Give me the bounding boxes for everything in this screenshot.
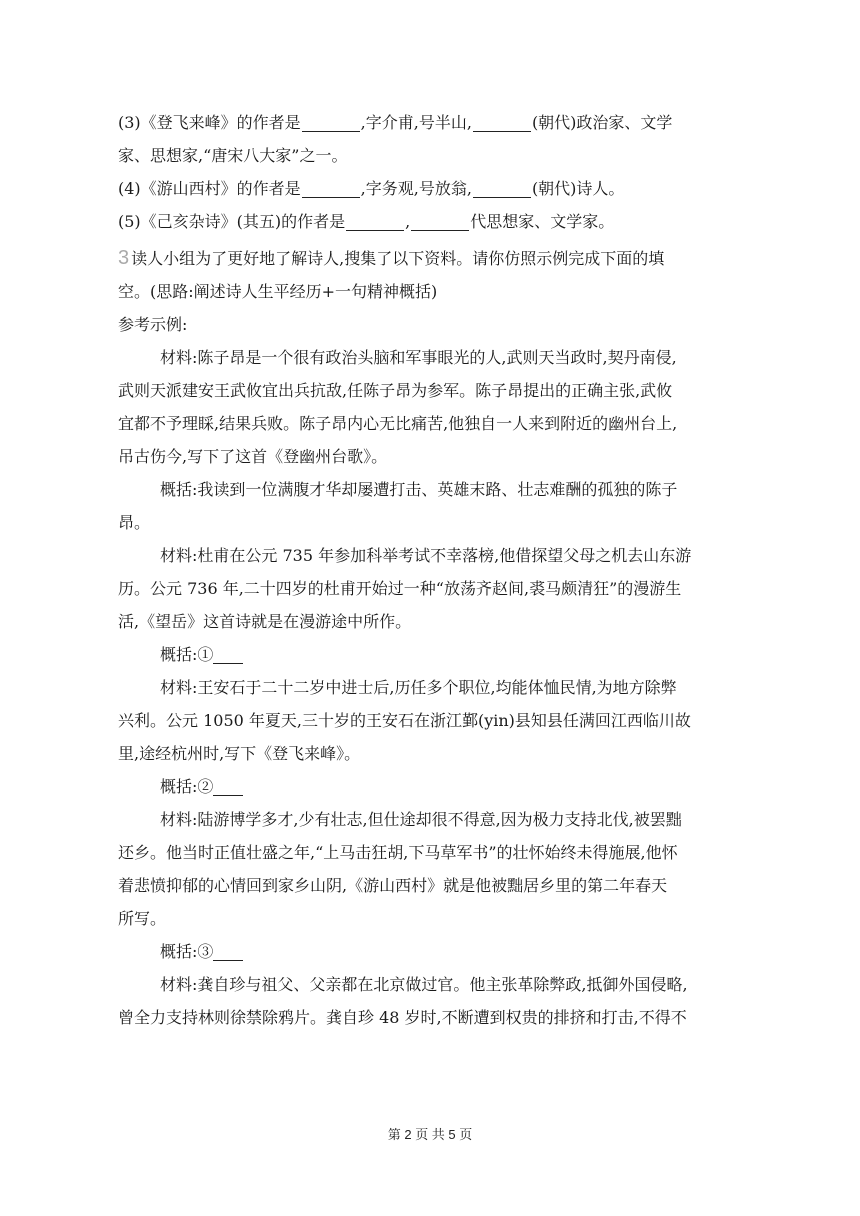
question-3-stem-cont: 空。(思路:阐述诗人生平经历+一句精神概括): [118, 282, 438, 301]
page-footer: 第 2 页 共 5 页: [387, 1127, 473, 1142]
answer-blank[interactable]: [346, 210, 404, 231]
material-paragraph: 历。公元 736 年,二十四岁的杜甫开始过一种“放荡齐赵间,裘马颇清狂”的漫游生: [118, 579, 682, 598]
fill-item-3-cont: 家、思想家,“唐宋八大家”之一。: [118, 146, 348, 165]
answer-blank[interactable]: [213, 940, 243, 961]
material-paragraph: 材料:王安石于二十二岁中进士后,历任多个职位,均能体恤民情,为地方除弊: [160, 678, 677, 697]
material-paragraph: 材料:陆游博学多才,少有壮志,但仕途却很不得意,因为极力支持北伐,被罢黜: [160, 810, 682, 829]
material-paragraph: 还乡。他当时正值壮盛之年,“上马击狂胡,下马草军书”的壮怀始终未得施展,他怀: [118, 843, 678, 862]
material-paragraph: 兴利。公元 1050 年夏天,三十岁的王安石在浙江鄞(yin)县知县任满回江西临川故: [118, 711, 691, 730]
material-paragraph: 宜都不予理睬,结果兵败。陈子昂内心无比痛苦,他独自一人来到附近的幽州台上,: [118, 414, 678, 433]
summary-answer-2: 概括:②: [118, 770, 730, 803]
reference-example-label: 参考示例:: [118, 315, 188, 334]
answer-blank[interactable]: [302, 111, 360, 132]
answer-blank[interactable]: [473, 111, 531, 132]
summary-example: 概括:我读到一位满腹才华却屡遭打击、英雄末路、壮志难酬的孤独的陈子: [160, 480, 678, 499]
answer-blank[interactable]: [302, 177, 360, 198]
answer-blank[interactable]: [213, 775, 243, 796]
material-paragraph: 活,《望岳》这首诗就是在漫游途中所作。: [118, 612, 412, 631]
answer-blank[interactable]: [473, 177, 531, 198]
fill-item-3: (3)《登飞来峰》的作者是 ,字介甫,号半山, (朝代)政治家、文学: [118, 113, 673, 132]
material-paragraph: 吊古伤今,写下了这首《登幽州台歌》。: [118, 447, 388, 466]
answer-blank[interactable]: [411, 210, 469, 231]
material-paragraph: 着悲愤抑郁的心情回到家乡山阴,《游山西村》就是他被黜居乡里的第二年春天: [118, 876, 668, 895]
material-paragraph: 材料:陈子昂是一个很有政治头脑和军事眼光的人,武则天当政时,契丹南侵,: [160, 348, 677, 367]
material-paragraph: 材料:杜甫在公元 735 年参加科举考试不幸落榜,他借探望父母之机去山东游: [160, 546, 692, 565]
answer-blank[interactable]: [213, 643, 243, 664]
question-number: 3: [118, 247, 130, 269]
fill-item-5: (5)《己亥杂诗》(其五)的作者是 , 代思想家、文学家。: [118, 212, 615, 231]
fill-item-4: (4)《游山西村》的作者是 ,字务观,号放翁, (朝代)诗人。: [118, 179, 625, 198]
question-3-stem: 3 读人小组为了更好地了解诗人,搜集了以下资料。请你仿照示例完成下面的填: [118, 247, 665, 269]
summary-answer-1: 概括:①: [118, 638, 730, 671]
material-paragraph: 所写。: [118, 909, 167, 928]
summary-answer-3: 概括:③: [118, 935, 730, 968]
document-body: [118, 106, 730, 1034]
material-paragraph: 里,途经杭州时,写下《登飞来峰》。: [118, 744, 361, 763]
summary-example: 昂。: [118, 513, 151, 532]
material-paragraph: 曾全力支持林则徐禁除鸦片。龚自珍 48 岁时,不断遭到权贵的排挤和打击,不得不: [118, 1008, 687, 1027]
material-paragraph: 武则天派建安王武攸宜出兵抗敌,任陈子昂为参军。陈子昂提出的正确主张,武攸: [118, 381, 673, 400]
material-paragraph: 材料:龚自珍与祖父、父亲都在北京做过官。他主张革除弊政,抵御外国侵略,: [160, 975, 688, 994]
